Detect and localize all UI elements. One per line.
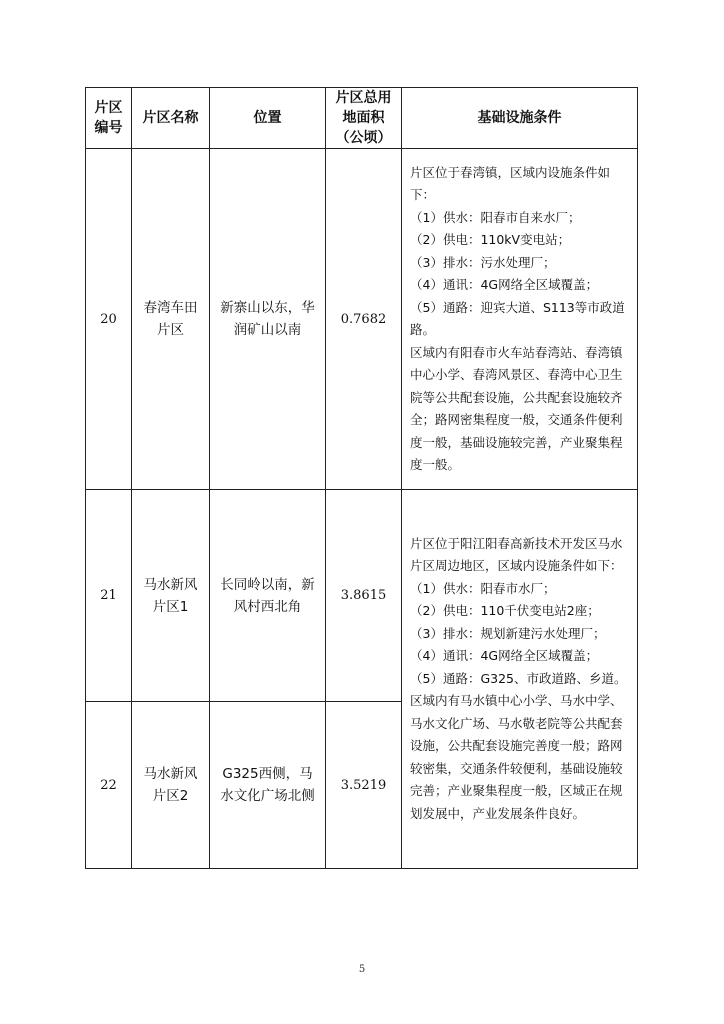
row-22-location: G325西侧，马水文化广场北侧: [210, 702, 326, 869]
row-20-name: 春湾车田片区: [132, 149, 210, 490]
row-21-name: 马水新风片区1: [132, 490, 210, 702]
page-number: 5: [358, 964, 366, 975]
table-row: [86, 149, 638, 490]
row-20-conditions: [402, 149, 638, 490]
header-location: 位置: [210, 88, 326, 149]
row-22-id: 22: [86, 702, 132, 869]
row-22-name: 马水新风片区2: [132, 702, 210, 869]
land-parcel-table: [85, 87, 638, 869]
header-id: 片区编号: [86, 88, 132, 149]
table-row: [86, 490, 638, 702]
row-21-area: 3.8615: [326, 490, 402, 702]
header-name: 片区名称: [132, 88, 210, 149]
conditions-text: 片区位于阳江阳春高新技术开发区马水片区周边地区，区域内设施条件如下： （1）供水：阳春市水厂； （2）供电：110千伏变电站2座； （3）排水：规划新建污水处理厂； （4）通讯：4G网络全区域覆盖； （5）通路：G325、市政道路、乡道。 区域内有马水镇中心小学、马水中学、马水文化广场、马水敬老院等公共配套设施，公共配套设施完善度一般；路网较密集，交通条件较便利，基础设施较完善；产业聚集程度一般，区域正在规划发展中，产业发展条件良好。: [410, 535, 627, 821]
row-20-area: 0.7682: [326, 149, 402, 490]
conditions-text: 片区位于春湾镇，区域内设施条件如下： （1）供水：阳春市自来水厂； （2）供电：110kV变电站； （3）排水：污水处理厂； （4）通讯：4G网络全区域覆盖； （5）通路：迎宾大道、S113等市政道路。 区域内有阳春市火车站春湾站、春湾镇中心小学、春湾风景区、春湾中心卫生院等公共配套设施，公共配套设施较齐全；路网密集程度一般，交通条件便利度一般，基础设施较完善，产业聚集程度一般。: [410, 164, 625, 472]
table-header-row: [86, 88, 638, 149]
row-21-location: 长同岭以南，新风村西北角: [210, 490, 326, 702]
row-20-location: 新寨山以东，华润矿山以南: [210, 149, 326, 490]
header-area: 片区总用地面积（公顷）: [326, 88, 402, 149]
header-conditions: 基础设施条件: [402, 88, 638, 149]
row-21-id: 21: [86, 490, 132, 702]
row-22-area: 3.5219: [326, 702, 402, 869]
row-20-id: 20: [86, 149, 132, 490]
rows-21-22-conditions: [402, 490, 638, 869]
